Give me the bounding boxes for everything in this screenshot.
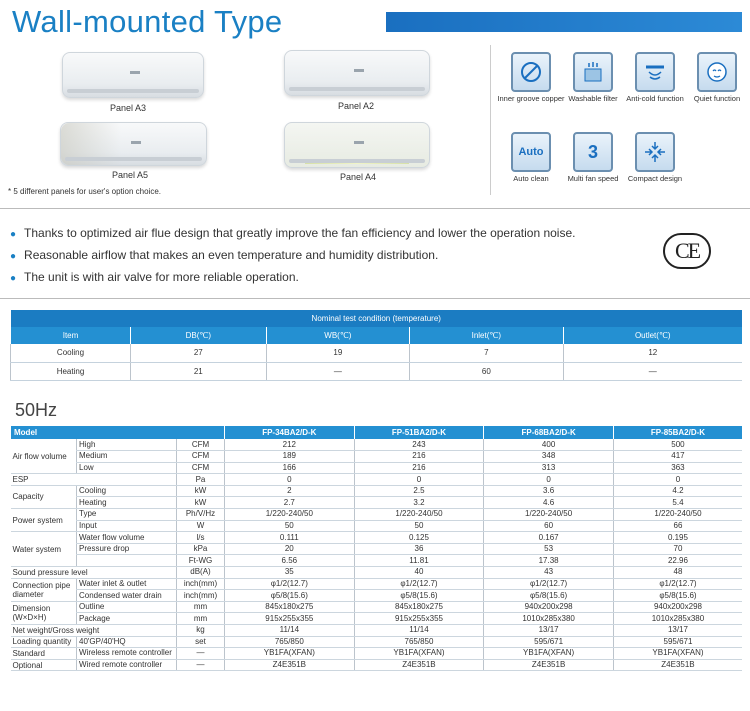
table-row (11, 497, 743, 509)
row-group-label: Net weight/Gross weight (11, 625, 177, 637)
row-unit: kg (177, 625, 225, 637)
row-sub-label: Medium (77, 451, 177, 463)
row-group-label: Air flow volume (11, 439, 77, 474)
filter-icon (573, 52, 613, 92)
table-row (11, 543, 743, 555)
row-unit: CFM (177, 462, 225, 474)
table-row (11, 601, 743, 613)
row-unit: kPa (177, 543, 225, 555)
spec-value: 400 (484, 439, 614, 451)
feature-label: Auto clean (513, 174, 549, 183)
table-row (11, 625, 743, 637)
column-header: Outlet(℃) (563, 327, 742, 344)
bullet-item: ● Thanks to optimized air flue design that greatly improve the fan efficiency and lower the operation noise. (10, 226, 576, 240)
table-row (11, 439, 743, 451)
table-row: Heating 21 — 60 — (11, 362, 743, 380)
spec-value: φ5/8(15.6) (484, 590, 614, 602)
panel-a4-label: Panel A4 (340, 172, 377, 182)
row-sub-label: Package (77, 613, 177, 625)
row-sub-label (77, 555, 177, 567)
row-sub-label: Input (77, 520, 177, 532)
table-row (11, 613, 743, 625)
table-row (11, 555, 743, 567)
spec-value: 0 (225, 474, 355, 486)
row-unit: CFM (177, 439, 225, 451)
feature-compact-design (620, 132, 690, 183)
spec-value: 1/220-240/50 (354, 509, 484, 521)
row-sub-label: Pressure drop (77, 543, 177, 555)
row-sub-label: Cooling (77, 485, 177, 497)
table-row (11, 520, 743, 532)
feature-label: Washable filter (568, 94, 618, 103)
spec-value: 17.38 (484, 555, 614, 567)
spec-value: YB1FA(XFAN) (613, 648, 742, 660)
column-header: FP-68BA2/D-K (484, 426, 614, 439)
spec-value: φ1/2(12.7) (354, 578, 484, 590)
row-unit: Ph/V/Hz (177, 509, 225, 521)
row-unit: inch(mm) (177, 590, 225, 602)
spec-value: 0 (354, 474, 484, 486)
spec-value: 845x180x275 (225, 601, 355, 613)
row-group-label: Sound pressure level (11, 567, 177, 579)
spec-value: 216 (354, 451, 484, 463)
panel-a5-image (60, 122, 207, 166)
spec-value: 0.111 (225, 532, 355, 544)
spec-value: 0.195 (613, 532, 742, 544)
feature-inner-groove-copper (496, 52, 566, 103)
row-group-label: Capacity (11, 485, 77, 508)
spec-value: 940x200x298 (484, 601, 614, 613)
spec-value: Z4E351B (225, 659, 355, 671)
table-row (11, 509, 743, 521)
panel-a3-image (62, 52, 204, 98)
spec-value: 845x180x275 (354, 601, 484, 613)
spec-value: φ5/8(15.6) (354, 590, 484, 602)
column-header: Item (11, 327, 131, 344)
row-group-label: ESP (11, 474, 177, 486)
column-header: FP-85BA2/D-K (613, 426, 742, 439)
panel-a2-image (284, 50, 430, 96)
feature-quiet (682, 52, 750, 103)
row-unit: set (177, 636, 225, 648)
feature-anti-cold (620, 52, 690, 103)
divider-bottom (0, 298, 750, 299)
spec-value: 915x255x355 (225, 613, 355, 625)
quiet-icon (697, 52, 737, 92)
row-unit: — (177, 648, 225, 660)
spec-value: φ1/2(12.7) (484, 578, 614, 590)
row-sub-label: Low (77, 462, 177, 474)
spec-value: 50 (354, 520, 484, 532)
row-group-label: Loading quantity (11, 636, 77, 648)
spec-value: 189 (225, 451, 355, 463)
row-unit: mm (177, 613, 225, 625)
spec-value: 50 (225, 520, 355, 532)
panel-a2-label: Panel A2 (338, 101, 375, 111)
spec-value: φ1/2(12.7) (225, 578, 355, 590)
column-header: WB(℃) (266, 327, 409, 344)
spec-value: 3.6 (484, 485, 614, 497)
row-group-label: Standard (11, 648, 77, 660)
spec-value: 1/220-240/50 (484, 509, 614, 521)
table-row (11, 532, 743, 544)
table-row (11, 474, 743, 486)
spec-value: 915x255x355 (354, 613, 484, 625)
feature-washable-filter (558, 52, 628, 103)
spec-value: 417 (613, 451, 742, 463)
panel-a3-label: Panel A3 (110, 103, 147, 113)
spec-value: 216 (354, 462, 484, 474)
spec-value: 11/14 (225, 625, 355, 637)
column-header: Inlet(℃) (410, 327, 563, 344)
spec-value: 36 (354, 543, 484, 555)
spec-value: 0.125 (354, 532, 484, 544)
row-unit: inch(mm) (177, 578, 225, 590)
spec-value: 595/671 (484, 636, 614, 648)
spec-value: 363 (613, 462, 742, 474)
spec-value: 2.5 (354, 485, 484, 497)
spec-value: 500 (613, 439, 742, 451)
spec-value: 243 (354, 439, 484, 451)
table-row (11, 636, 743, 648)
table-row (11, 648, 743, 660)
row-group-label: Optional (11, 659, 77, 671)
row-sub-label: 40'GP/40'HQ (77, 636, 177, 648)
feature-bullets (10, 223, 575, 289)
copper-tube-icon (511, 52, 551, 92)
column-header: FP-51BA2/D-K (354, 426, 484, 439)
divider-top (0, 208, 750, 209)
spec-value: YB1FA(XFAN) (354, 648, 484, 660)
spec-value: 43 (484, 567, 614, 579)
spec-value: 166 (225, 462, 355, 474)
feature-label: Quiet function (693, 94, 741, 103)
spec-value: Z4E351B (484, 659, 614, 671)
spec-value: 940x200x298 (613, 601, 742, 613)
spec-value: 13/17 (613, 625, 742, 637)
spec-value: 765/850 (225, 636, 355, 648)
spec-value: 3.2 (354, 497, 484, 509)
spec-value: 20 (225, 543, 355, 555)
spec-value: YB1FA(XFAN) (484, 648, 614, 660)
row-group-label: Dimension (W×D×H) (11, 601, 77, 624)
row-unit: l/s (177, 532, 225, 544)
panels-note: * 5 different panels for user's option choice. (8, 187, 162, 196)
spec-table-body (11, 439, 743, 671)
bullet-item: ● Reasonable airflow that makes an even temperature and humidity distribution. (10, 248, 439, 262)
table-row (11, 578, 743, 590)
table-row (11, 451, 743, 463)
spec-value: 13/17 (484, 625, 614, 637)
row-unit: Ft-WG (177, 555, 225, 567)
column-header: Model (11, 426, 225, 439)
row-unit: kW (177, 497, 225, 509)
table-row (11, 567, 743, 579)
spec-value: 313 (484, 462, 614, 474)
feature-label: Inner groove copper (497, 94, 565, 103)
spec-value: 11/14 (354, 625, 484, 637)
spec-table (10, 426, 742, 671)
spec-value: 70 (613, 543, 742, 555)
page-title: Wall-mounted Type (12, 4, 283, 39)
spec-value: 35 (225, 567, 355, 579)
row-unit: CFM (177, 451, 225, 463)
row-group-label: Water system (11, 532, 77, 567)
row-group-label: Connection pipe diameter (11, 578, 77, 601)
spec-value: 1010x285x380 (613, 613, 742, 625)
spec-value: 2.7 (225, 497, 355, 509)
row-sub-label: Type (77, 509, 177, 521)
spec-value: 595/671 (613, 636, 742, 648)
feature-label: Compact design (627, 174, 683, 183)
row-unit: mm (177, 601, 225, 613)
spec-value: φ1/2(12.7) (613, 578, 742, 590)
column-header: FP-34BA2/D-K (225, 426, 355, 439)
panel-a5-label: Panel A5 (112, 170, 149, 180)
row-sub-label: Water flow volume (77, 532, 177, 544)
spec-value: 4.2 (613, 485, 742, 497)
panel-a4-image (284, 122, 430, 168)
anti-cold-icon (635, 52, 675, 92)
spec-value: φ5/8(15.6) (225, 590, 355, 602)
spec-value: 66 (613, 520, 742, 532)
ce-mark-logo: CE (663, 233, 711, 269)
row-sub-label: High (77, 439, 177, 451)
nominal-test-table (10, 310, 742, 381)
row-unit: — (177, 659, 225, 671)
spec-value: 1/220-240/50 (613, 509, 742, 521)
bullet-item: ● The unit is with air valve for more reliable operation. (10, 270, 299, 284)
spec-value: φ5/8(15.6) (613, 590, 742, 602)
spec-value: 0.167 (484, 532, 614, 544)
spec-value: Z4E351B (354, 659, 484, 671)
row-sub-label: Wireless remote controller (77, 648, 177, 660)
feature-label: Anti-cold function (626, 94, 684, 103)
spec-value: 11.81 (354, 555, 484, 567)
spec-value: 60 (484, 520, 614, 532)
feature-auto-clean (496, 132, 566, 183)
row-unit: kW (177, 485, 225, 497)
spec-value: 1010x285x380 (484, 613, 614, 625)
row-sub-label: Heating (77, 497, 177, 509)
row-sub-label: Water inlet & outlet (77, 578, 177, 590)
row-sub-label: Condensed water drain (77, 590, 177, 602)
table-row: Cooling 27 19 7 12 (11, 344, 743, 362)
row-unit: Pa (177, 474, 225, 486)
spec-value: 2 (225, 485, 355, 497)
spec-value: 5.4 (613, 497, 742, 509)
feature-multi-fan-speed (558, 132, 628, 183)
spec-value: 348 (484, 451, 614, 463)
spec-value: 40 (354, 567, 484, 579)
spec-value: 1/220-240/50 (225, 509, 355, 521)
spec-value: 48 (613, 567, 742, 579)
fan-speed-icon: 3 (573, 132, 613, 172)
spec-value: 0 (484, 474, 614, 486)
section-divider (490, 45, 491, 195)
feature-label: Multi fan speed (567, 174, 619, 183)
table-row (11, 659, 743, 671)
row-group-label: Power system (11, 509, 77, 532)
spec-value: 4.6 (484, 497, 614, 509)
row-unit: W (177, 520, 225, 532)
table-row (11, 462, 743, 474)
spec-value: 22.96 (613, 555, 742, 567)
title-accent-bar (386, 12, 742, 32)
table-row (11, 590, 743, 602)
compact-icon (635, 132, 675, 172)
spec-value: Z4E351B (613, 659, 742, 671)
row-sub-label: Wired remote controller (77, 659, 177, 671)
table-row (11, 485, 743, 497)
row-unit: dB(A) (177, 567, 225, 579)
auto-clean-icon: Auto (511, 132, 551, 172)
spec-value: 765/850 (354, 636, 484, 648)
table-caption: Nominal test condition (temperature) (11, 310, 743, 327)
column-header: DB(℃) (131, 327, 267, 344)
spec-value: 6.56 (225, 555, 355, 567)
frequency-heading: 50Hz (15, 400, 58, 420)
row-sub-label: Outline (77, 601, 177, 613)
spec-value: 212 (225, 439, 355, 451)
spec-value: YB1FA(XFAN) (225, 648, 355, 660)
spec-value: 53 (484, 543, 614, 555)
spec-value: 0 (613, 474, 742, 486)
